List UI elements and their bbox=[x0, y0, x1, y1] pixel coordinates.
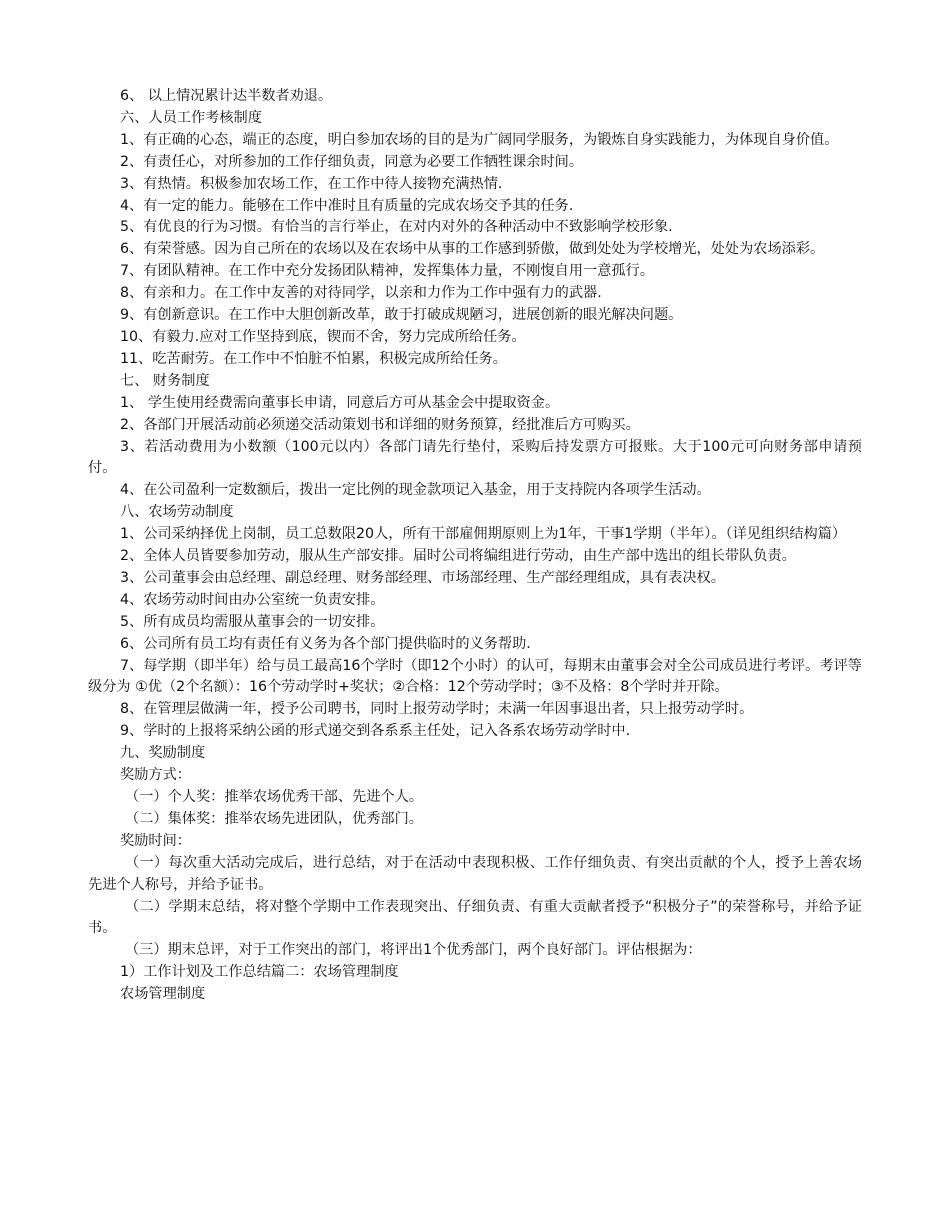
paragraph: 5、所有成员均需服从董事会的一切安排。 bbox=[120, 613, 385, 630]
paragraph: 10、有毅力.应对工作坚持到底，锲而不舍，努力完成所给任务。 bbox=[120, 328, 526, 345]
paragraph: 6、有荣誉感。因为自己所在的农场以及在农场中从事的工作感到骄傲，做到处处为学校增光，处处为农场添彩。 bbox=[120, 241, 825, 258]
section-heading: 六、人员工作考核制度 bbox=[120, 109, 262, 126]
section-heading: 九、奖励制度 bbox=[120, 745, 206, 762]
paragraph: 3、有热情。积极参加农场工作，在工作中待人接物充满热情. bbox=[120, 175, 503, 192]
subheading: 奖励方式： bbox=[120, 767, 191, 784]
paragraph: 2、全体人员皆要参加劳动，服从生产部安排。届时公司将编组进行劳动，由生产部中选出的组长带队负责。 bbox=[120, 548, 796, 565]
document-body bbox=[88, 86, 862, 1006]
list-item: （一）个人奖：推举农场优秀干部、先进个人。 bbox=[125, 789, 423, 805]
paragraph: 2、各部门开展活动前必须递交活动策划书和详细的财务预算，经批准后方可购买。 bbox=[120, 416, 640, 433]
paragraph: 1）工作计划及工作总结篇二：农场管理制度 bbox=[120, 964, 399, 981]
paragraph: 1、 学生使用经费需向董事长申请，同意后方可从基金会中提取资金。 bbox=[120, 394, 560, 411]
paragraph: 1、公司采纳择优上岗制，员工总数限20人，所有干部雇佣期原则上为1年，干事1学期（半年）。（详见组织结构篇） bbox=[120, 526, 847, 543]
paragraph: 1、有正确的心态，端正的态度，明白参加农场的目的是为广阔同学服务，为锻炼自身实践能力，为体现自身价值。 bbox=[120, 131, 839, 148]
paragraph: 3、若活动费用为小数额（100元以内）各部门请先行垫付，采购后持发票方可报账。大于100元可向财务部申请预付。 bbox=[88, 438, 862, 477]
subheading: 奖励时间： bbox=[120, 832, 191, 849]
paragraph: 2、有责任心，对所参加的工作仔细负责，同意为必要工作牺牲课余时间。 bbox=[120, 153, 584, 170]
paragraph: 7、有团队精神。在工作中充分发扬团队精神，发挥集体力量，不刚愎自用一意孤行。 bbox=[120, 263, 654, 280]
section-heading: 七、 财务制度 bbox=[120, 372, 210, 389]
paragraph: 8、在管理层做满一年，授予公司聘书，同时上报劳动学时；未满一年因事退出者，只上报劳动学时。 bbox=[120, 701, 754, 718]
paragraph: 4、农场劳动时间由办公室统一负责安排。 bbox=[120, 591, 385, 608]
paragraph: 农场管理制度 bbox=[120, 986, 206, 1003]
list-item: （三）期末总评，对于工作突出的部门，将评出1个优秀部门，两个良好部门。评估根据为： bbox=[125, 942, 702, 959]
paragraph: 3、公司董事会由总经理、副总经理、财务部经理、市场部经理、生产部经理组成，具有表决权。 bbox=[120, 569, 725, 586]
paragraph: 4、有一定的能力。能够在工作中准时且有质量的完成农场交予其的任务. bbox=[120, 197, 574, 214]
paragraph: 4、在公司盈利一定数额后，拨出一定比例的现金款项记入基金，用于支持院内各项学生活动。 bbox=[120, 482, 711, 499]
paragraph: 11、吃苦耐劳。在工作中不怕脏不怕累，积极完成所给任务。 bbox=[120, 350, 507, 367]
list-item: （一）每次重大活动完成后，进行总结，对于在活动中表现积极、工作仔细负责、有突出贡献的个人，授予上善农场先进个人称号，并给予证书。 bbox=[88, 854, 862, 893]
section-heading: 八、农场劳动制度 bbox=[120, 504, 234, 521]
paragraph: 6、公司所有员工均有责任有义务为各个部门提供临时的义务帮助. bbox=[120, 635, 531, 652]
list-item: （二）集体奖：推举农场先进团队，优秀部门。 bbox=[125, 810, 423, 827]
list-item: （二）学期末总结，将对整个学期中工作表现突出、仔细负责、有重大贡献者授予“积极分子”的荣誉称号，并给予证书。 bbox=[88, 898, 862, 937]
paragraph: 5、有优良的行为习惯。有恰当的言行举止，在对内对外的各种活动中不致影响学校形象. bbox=[120, 219, 673, 236]
paragraph: 8、有亲和力。在工作中友善的对待同学，以亲和力作为工作中强有力的武器. bbox=[120, 285, 602, 302]
paragraph: 7、每学期（即半年）给与员工最高16个学时（即12个小时）的认可，每期末由董事会对全公司成员进行考评。考评等级分为 ①优（2个名额）：16个劳动学时+奖状；②合格：12个劳动学时；③不及格：8个学时并开除。 bbox=[88, 657, 862, 696]
paragraph: 9、学时的上报将采纳公函的形式递交到各系系主任处，记入各系农场劳动学时中. bbox=[120, 723, 631, 740]
paragraph: 9、有创新意识。在工作中大胆创新改革，敢于打破成规陋习，进展创新的眼光解决问题。 bbox=[120, 307, 683, 324]
paragraph: 6、 以上情况累计达半数者劝退。 bbox=[120, 88, 333, 104]
